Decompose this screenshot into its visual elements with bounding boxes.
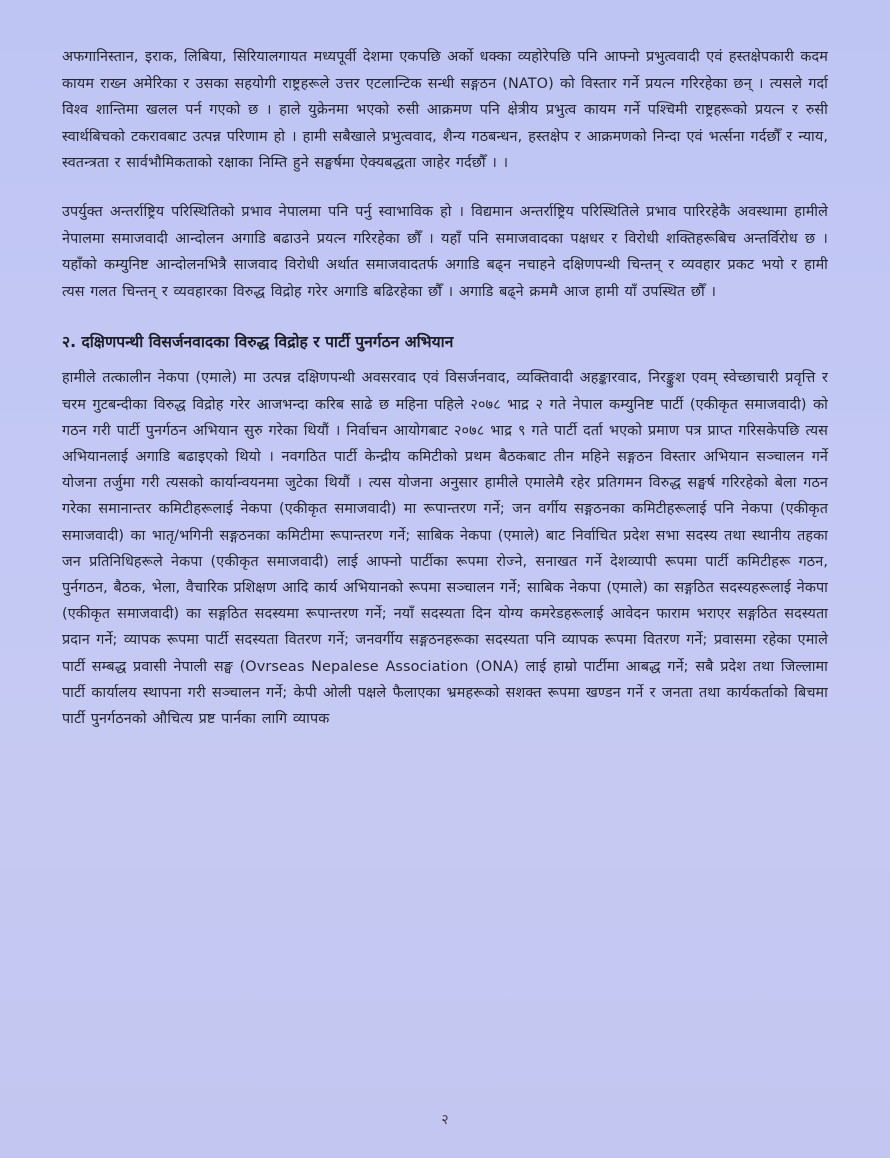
paragraph-nepal-impact: उपर्युक्त अन्तर्राष्ट्रिय परिस्थितिको प्रभाव नेपालमा पनि पर्नु स्वाभाविक हो । विद्यमान अन्तर्राष्ट्रिय परिस्थितिले प्रभाव पारिरहेकै अवस्थामा हामीले नेपालमा समाजवादी आन्दोलन अगाडि बढाउने प्रयत्न गरिरहेका छौँ । यहाँ पनि समाजवादका पक्षधर र विरोधी शक्तिहरूबिच अन्तर्विरोध छ । यहाँको कम्युनिष्ट आन्दोलनभित्रै साजवाद विरोधी अर्थात समाजवादतर्फ अगाडि बढ्न नचाहने दक्षिणपन्थी चिन्तन् र व्यवहार प्रकट भयो र हामी त्यस गलत चिन्तन् र व्यवहारका विरुद्ध विद्रोह गरेर अगाडि बढिरहेका छौँ । अगाडि बढ्ने क्रममै आज हामी याँ उपस्थित छौँ । <box>62 203 828 300</box>
paragraph-international-context: अफगानिस्तान, इराक, लिबिया, सिरियालगायत मध्यपूर्वी देशमा एकपछि अर्को धक्का व्यहोरेपछि पनि आफ्नो प्रभुत्ववादी एवं हस्तक्षेपकारी कदम कायम राख्न अमेरिका र उसका सहयोगी राष्ट्रहरूले उत्तर एटलान्टिक सन्धी सङ्गठन (NATO) को विस्तार गर्ने प्रयत्न गरिरहेका छन् । त्यसले गर्दा विश्व शान्तिमा खलल पर्न गएको छ । हाले युक्रेनमा भएको रुसी आक्रमण पनि क्षेत्रीय प्रभुत्व कायम गर्ने पश्चिमी राष्ट्रहरूको प्रयत्न र रुसी स्वार्थबिचको टकरावबाट उत्पन्न परिणाम हो । हामी सबैखाले प्रभुत्ववाद, शैन्य गठबन्धन, हस्तक्षेप र आक्रमणको निन्दा एवं भर्त्सना गर्दछौँ र न्याय, स्वतन्त्रता र सार्वभौमिकताको रक्षाका निम्ति हुने सङ्घर्षमा ऐक्यबद्धता जाहेर गर्दछौँ । । <box>62 49 828 172</box>
paragraph-party-reorganization: हामीले तत्कालीन नेकपा (एमाले) मा उत्पन्न दक्षिणपन्थी अवसरवाद एवं विसर्जनवाद, व्यक्तिवादी अहङ्कारवाद, निरङ्कुश एवम् स्वेच्छाचारी प्रवृत्ति र चरम गुटबन्दीका विरुद्ध विद्रोह गरेर आजभन्दा करिब साढे छ महिना पहिले २०७८ भाद्र २ गते नेपाल कम्युनिष्ट पार्टी (एकीकृत समाजवादी) को गठन गरी पार्टी पुनर्गठन अभियान सुरु गरेका थियौं । निर्वाचन आयोगबाट २०७८ भाद्र ९ गते पार्टी दर्ता भएको प्रमाण पत्र प्राप्त गरिसकेपछि त्यस अभियानलाई अगाडि बढाइएको थियो । नवगठित पार्टी केन्द्रीय कमिटीको प्रथम बैठकबाट तीन महिने सङ्गठन विस्तार अभियान सञ्चालन गर्ने योजना तर्जुमा गरी त्यसको कार्यान्वयनमा जुटेका थियौं । त्यस योजना अनुसार हामीले एमालेमै रहेर प्रतिगमन विरुद्ध सङ्घर्ष गरिरहेको बेला गठन गरेका समानान्तर कमिटीहरूलाई नेकपा (एकीकृत समाजवादी) मा रूपान्तरण गर्ने; जन वर्गीय सङ्गठनका कमिटीहरूलाई पनि नेकपा (एकीकृत समाजवादी) का भातृ/भगिनी सङ्गठनका कमिटीमा रूपान्तरण गर्ने; साबिक नेकपा (एमाले) बाट निर्वाचित प्रदेश सभा सदस्य तथा स्थानीय तहका जन प्रतिनिधिहरूले नेकपा (एकीकृत समाजवादी) लाई आफ्नो पार्टीका रूपमा रोज्ने, सनाखत गर्ने देशव्यापी रूपमा पार्टी कमिटीहरू गठन, पुर्नगठन, बैठक, भेला, वैचारिक प्रशिक्षण आदि कार्य अभियानको रूपमा सञ्चालन गर्ने; साबिक नेकपा (एमाले) का सङ्गठित सदस्यहरूलाई नेकपा (एकीकृत समाजवादी) का सङ्गठित सदस्यमा रूपान्तरण गर्ने; नयाँ सदस्यता दिन योग्य कमरेडहरूलाई आवेदन फाराम भराएर सङ्गठित सदस्यता प्रदान गर्ने; व्यापक रूपमा पार्टी सदस्यता वितरण गर्ने; जनवर्गीय सङ्गठनहरूका सदस्यता पनि व्यापक रूपमा वितरण गर्ने; प्रवासमा रहेका एमाले पार्टी सम्बद्ध प्रवासी नेपाली सङ्घ (Ovrseas Nepalese Association (ONA) लाई हाम्रो पार्टीमा आबद्ध गर्ने; सबै प्रदेश तथा जिल्लामा पार्टी कार्यालय स्थापना गरी सञ्चालन गर्ने; केपी ओली पक्षले फैलाएका भ्रमहरूको सशक्त रूपमा खण्डन गर्ने र जनता तथा कार्यकर्ताको बिचमा पार्टी पुनर्गठनको औचित्य प्रष्ट पार्नका लागि व्यापक <box>62 370 828 727</box>
page-number: २ <box>441 1112 449 1128</box>
section-heading: २. दक्षिणपन्थी विसर्जनवादका विरुद्ध विद्रोह र पार्टी पुनर्गठन अभियान <box>62 333 454 352</box>
